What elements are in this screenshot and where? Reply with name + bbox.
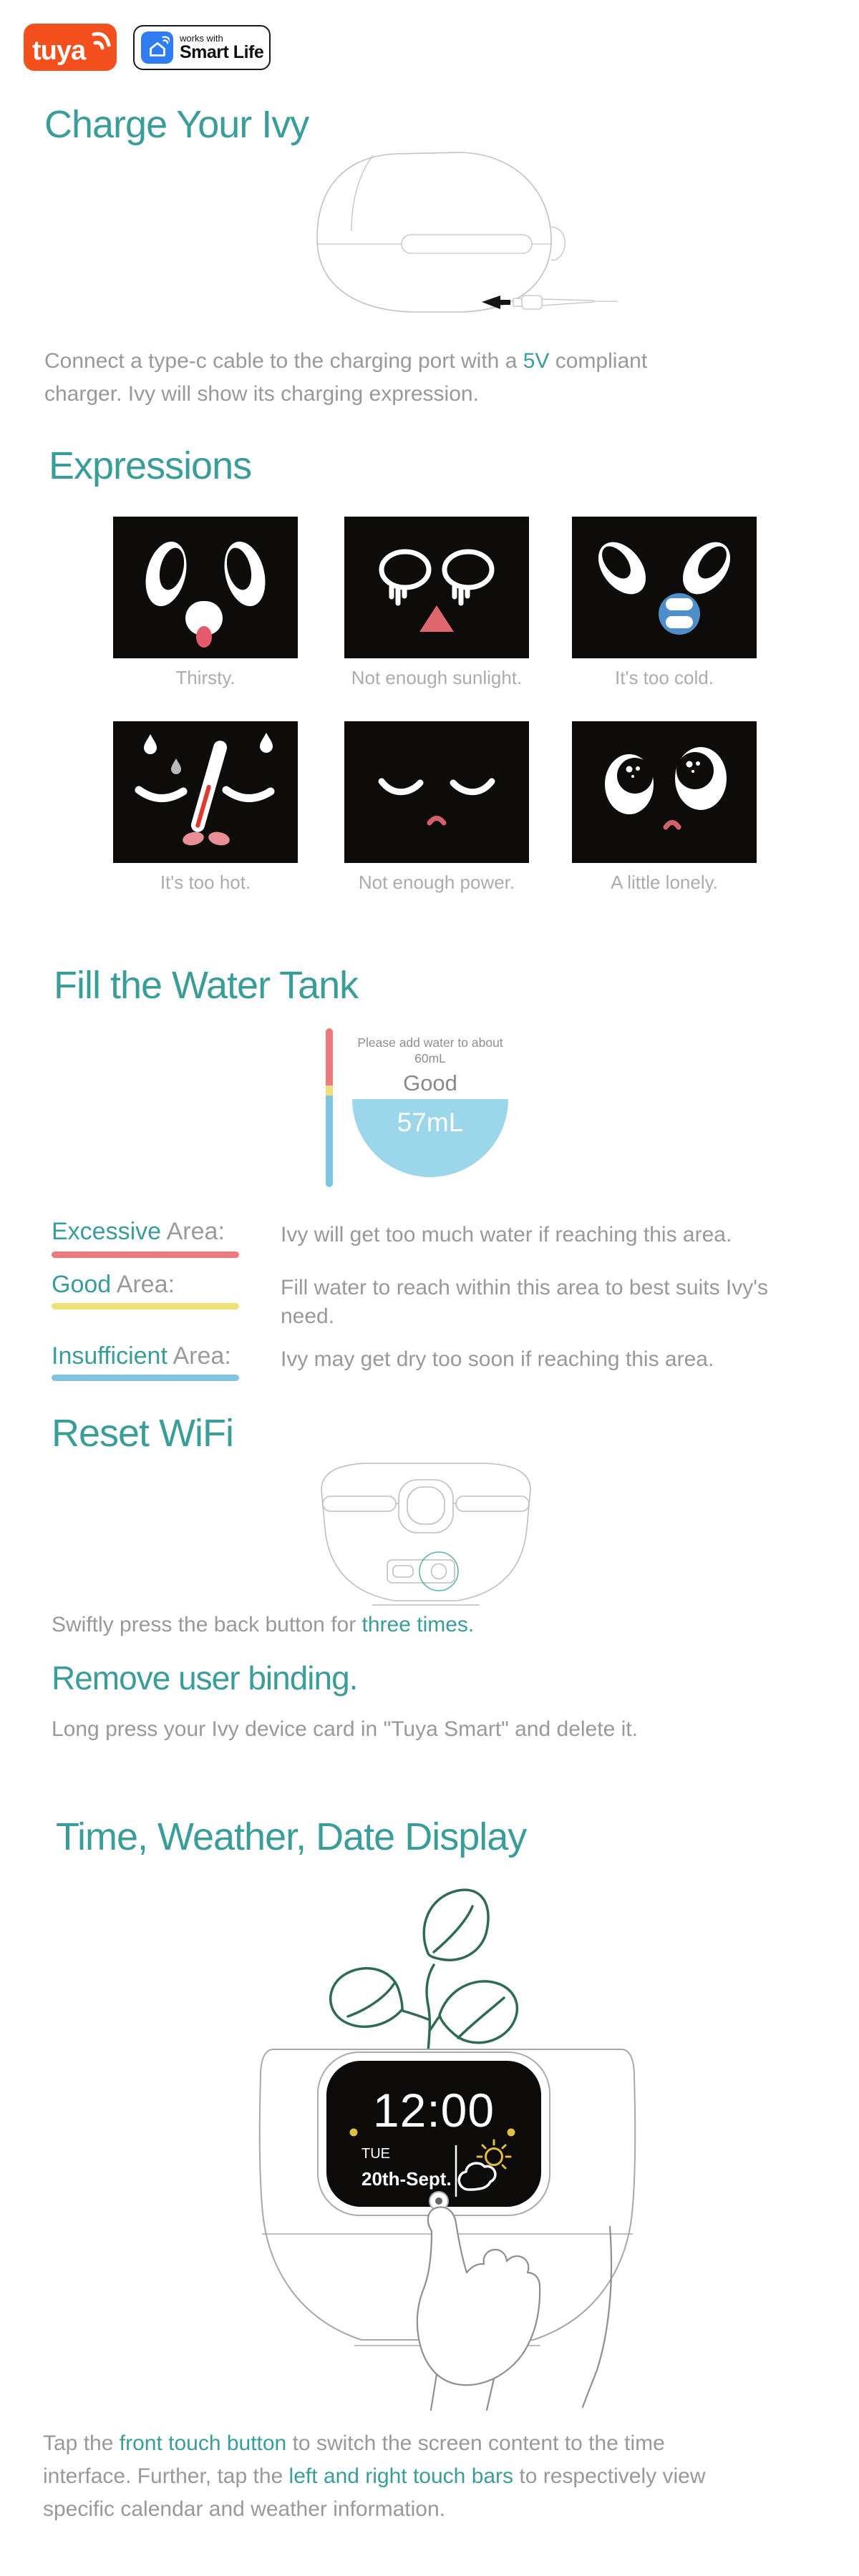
charge-instructions: Connect a type-c cable to the charging port with a 5V compliant charger. Ivy will show its charging expression. bbox=[44, 349, 648, 406]
device-side-knob bbox=[551, 227, 565, 260]
caption-too-hot: It's too hot. bbox=[160, 872, 251, 893]
gauge-excessive-segment bbox=[326, 1028, 333, 1085]
tuya-logo bbox=[24, 24, 117, 71]
gauge-prompt-line1: Please add water to about bbox=[357, 1035, 503, 1050]
display-instructions: Tap the front touch button to switch the screen content to the time interface. Further, tap the left and right touch bars to respectively view specific calendar and weather information. bbox=[43, 2431, 706, 2521]
tuya-logo-art bbox=[24, 24, 117, 71]
gauge-good-segment bbox=[326, 1085, 333, 1096]
caption-not-enough-sunlight: Not enough sunlight. bbox=[351, 667, 523, 688]
charging-device-illustration bbox=[304, 147, 619, 326]
face-not-enough-power bbox=[344, 721, 529, 863]
screen-date-value: 20th-Sept. bbox=[361, 2168, 452, 2190]
plant-sprout-art bbox=[331, 1890, 518, 2051]
legend-good-label: Good Area: bbox=[52, 1271, 175, 1298]
face-sunlight-art bbox=[344, 517, 529, 658]
power-mouth bbox=[430, 819, 444, 824]
face-a-little-lonely bbox=[572, 721, 757, 863]
heading-fill-water-tank: Fill the Water Tank bbox=[54, 964, 359, 1007]
tuya-wordmark: tuya bbox=[32, 36, 86, 66]
legend-insufficient-desc: Ivy may get dry too soon if reaching this area. bbox=[281, 1347, 714, 1371]
heading-time-weather-date: Time, Weather, Date Display bbox=[56, 1815, 527, 1858]
legend-excessive-underline bbox=[52, 1252, 239, 1258]
caption-a-little-lonely: A little lonely. bbox=[611, 872, 718, 893]
smart-life-house-icon bbox=[145, 36, 170, 60]
heading-expressions: Expressions bbox=[49, 444, 252, 487]
lonely-mouth bbox=[666, 823, 679, 828]
screen-left-dot-icon bbox=[350, 2129, 358, 2137]
water-level-value: 57mL bbox=[397, 1108, 464, 1137]
screen-day-value: TUE bbox=[361, 2146, 390, 2162]
device-touch-bar bbox=[402, 235, 532, 253]
gauge-prompt-text bbox=[336, 1035, 524, 1066]
heading-charge-your-ivy: Charge Your Ivy bbox=[44, 103, 309, 146]
face-power-art bbox=[344, 721, 529, 863]
screen-time-value: 12:00 bbox=[372, 2084, 495, 2137]
reset-wifi-device-illustration bbox=[304, 1458, 548, 1619]
gauge-status-label: Good bbox=[403, 1070, 457, 1096]
heading-remove-user-binding: Remove user binding. bbox=[52, 1659, 358, 1697]
legend-excessive-label: Excessive Area: bbox=[52, 1218, 225, 1245]
face-too-cold bbox=[572, 517, 757, 658]
heading-reset-wifi: Reset WiFi bbox=[52, 1412, 234, 1455]
badge-works-with-label: works with bbox=[180, 32, 223, 44]
face-cold-art bbox=[572, 517, 757, 658]
gauge-insufficient-segment bbox=[326, 1096, 333, 1187]
sunlight-nose bbox=[419, 605, 454, 632]
face-not-enough-sunlight bbox=[344, 517, 529, 658]
right-touch-bar bbox=[456, 1496, 529, 1511]
legend-excessive-desc: Ivy will get too much water if reaching this area. bbox=[281, 1223, 732, 1246]
caption-too-cold: It's too cold. bbox=[615, 667, 714, 688]
face-too-hot bbox=[113, 721, 298, 863]
hot-mouth bbox=[181, 830, 230, 847]
smart-life-app-icon bbox=[141, 31, 173, 64]
thermometer-icon bbox=[190, 739, 229, 834]
water-level-bowl bbox=[352, 1099, 508, 1177]
face-thirsty bbox=[113, 517, 298, 658]
gauge-prompt-line2: 60mL bbox=[414, 1051, 446, 1065]
display-device-illustration bbox=[215, 1869, 680, 2414]
remove-binding-instructions: Long press your Ivy device card in "Tuya Smart" and delete it. bbox=[52, 1717, 638, 1741]
face-lonely-art bbox=[572, 721, 757, 863]
caption-thirsty: Thirsty. bbox=[175, 667, 236, 688]
face-thirsty-art bbox=[113, 517, 298, 658]
works-with-smart-life-badge bbox=[133, 25, 271, 70]
face-hot-art bbox=[113, 721, 298, 863]
tuya-wifi-icon bbox=[94, 34, 109, 48]
water-level-gauge-bar bbox=[326, 1028, 333, 1187]
reset-wifi-instructions: Swiftly press the back button for three times. bbox=[52, 1613, 475, 1636]
legend-good-underline bbox=[52, 1303, 239, 1309]
screen-right-dot-icon bbox=[508, 2129, 515, 2137]
badge-text-block bbox=[180, 34, 263, 62]
badge-smart-life-label: Smart Life bbox=[180, 42, 264, 63]
legend-good-desc: Fill water to reach within this area to best suits Ivy's need. bbox=[281, 1276, 768, 1328]
left-touch-bar bbox=[323, 1496, 396, 1511]
caption-not-enough-power: Not enough power. bbox=[358, 872, 515, 893]
legend-insufficient-label: Insufficient Area: bbox=[52, 1342, 231, 1370]
thirsty-tongue bbox=[196, 626, 212, 648]
legend-insufficient-underline bbox=[52, 1375, 239, 1381]
